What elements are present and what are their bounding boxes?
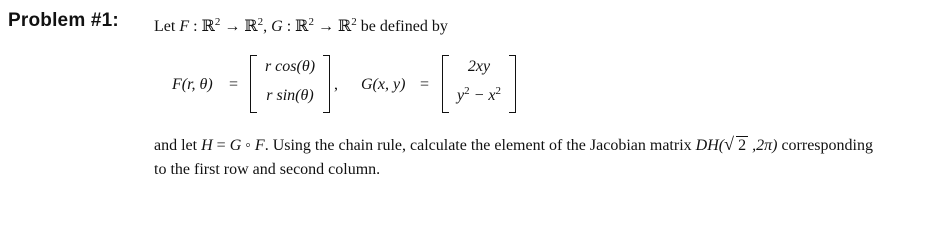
- G-row-2: $y^2 - x^2$: [456, 85, 501, 104]
- G-row-1: 2xy: [467, 58, 491, 75]
- F-comma: ,: [334, 76, 338, 93]
- problem-label: Problem #1:: [8, 10, 119, 31]
- comma: ,: [263, 18, 272, 35]
- intro-tail: be defined by: [356, 18, 448, 35]
- exponent: 2: [257, 16, 264, 28]
- statement-line-1: and let H = G ◦ F. Using the chain rule, calculate the element of the Jacobian matrix DH( √ 2 ,2π) corresponding: [154, 134, 873, 158]
- exponent: 2: [308, 16, 314, 28]
- arrow: →: [313, 18, 338, 35]
- exponent: 2: [351, 16, 357, 28]
- G-lhs: G(x, y): [361, 76, 406, 93]
- real-space: ℝ: [244, 18, 258, 35]
- sqrt-two: √ 2: [724, 134, 747, 154]
- F-equals: =: [229, 76, 239, 93]
- statement-line-2: to the first row and second column.: [154, 161, 381, 178]
- func-F: F: [179, 18, 190, 35]
- problem-statement: [154, 134, 873, 182]
- exponent: 2: [214, 16, 221, 28]
- G-equals: =: [420, 76, 430, 93]
- colon: :: [189, 18, 202, 35]
- G-right-bracket: [509, 55, 516, 113]
- colon: :: [282, 18, 296, 35]
- intro-let: Let: [154, 18, 180, 35]
- arrow: →: [220, 18, 245, 35]
- real-space: ℝ: [201, 18, 215, 35]
- func-G: G: [271, 18, 283, 35]
- intro-line: [154, 16, 448, 36]
- F-row-2: r sin(θ): [266, 87, 314, 104]
- real-space: ℝ: [337, 18, 352, 35]
- F-right-bracket: [323, 55, 330, 113]
- F-row-1: r cos(θ): [264, 58, 316, 75]
- real-space: ℝ: [295, 18, 309, 35]
- F-lhs: F(r, θ): [172, 76, 213, 93]
